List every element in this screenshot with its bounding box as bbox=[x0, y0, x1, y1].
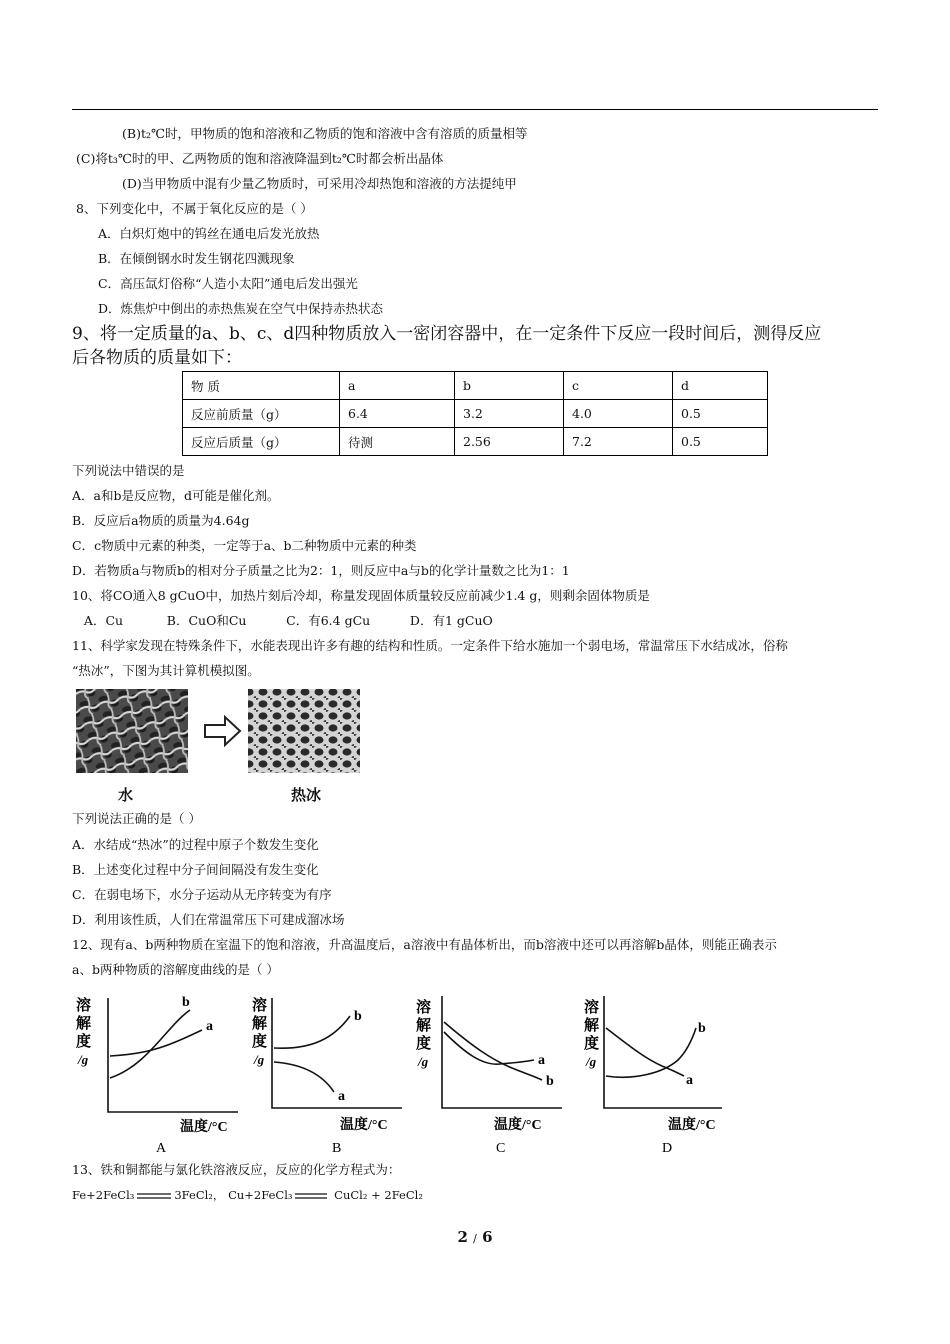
question-11-line2: “热冰”，下图为其计算机模拟图。 bbox=[72, 663, 260, 678]
curve-b bbox=[274, 1016, 350, 1048]
q8-option-d: D．炼焦炉中倒出的赤热焦炭在空气中保持赤热状态 bbox=[98, 301, 384, 316]
q8-option-b: B．在倾倒钢水时发生钢花四溅现象 bbox=[98, 251, 295, 266]
equation-part3: CuCl₂ + 2FeCl₂ bbox=[330, 1188, 423, 1202]
equation-line bbox=[72, 1186, 423, 1204]
question-12-line1: 12、现有a、b两种物质在室温下的饱和溶液，升高温度后，a溶液中有晶体析出，而b溶液中还可以再溶解b晶体，则能正确表示 bbox=[72, 937, 777, 952]
curve-b bbox=[444, 1022, 542, 1080]
q11-option-d: D．利用该性质，人们在常温常压下可建成溜冰场 bbox=[72, 912, 345, 927]
graph-label: B bbox=[332, 1141, 342, 1156]
curve-label-b: b bbox=[698, 1021, 706, 1036]
q11-option-b: B．上述变化过程中分子间间隔没有发生变化 bbox=[72, 862, 319, 877]
q11-option-c: C．在弱电场下，水分子运动从无序转变为有序 bbox=[72, 887, 332, 902]
xlabel: 温度/°C bbox=[180, 1120, 228, 1135]
graph-d bbox=[584, 996, 722, 1156]
water-structure-image bbox=[76, 689, 188, 773]
question-8: 8、下列变化中，不属于氧化反应的是（ ） bbox=[76, 201, 313, 216]
table-row bbox=[183, 372, 768, 400]
q8-option-c: C．高压氙灯俗称“人造小太阳”通电后发出强光 bbox=[98, 276, 358, 291]
table-cell: 0.5 bbox=[673, 428, 768, 456]
equals-sign-icon bbox=[136, 1191, 172, 1201]
question-12-line2: a、b两种物质的溶解度曲线的是（ ） bbox=[72, 962, 279, 977]
question-11-line1: 11、科学家发现在特殊条件下，水能表现出许多有趣的结构和性质。一定条件下给水施加一个弱电场，常温常压下水结成冰，俗称 bbox=[72, 638, 788, 653]
ylabel-char: 解 bbox=[252, 1016, 268, 1032]
q8-option-a: A．白炽灯炮中的钨丝在通电后发光放热 bbox=[98, 226, 320, 241]
q10-options: A．Cu B．CuO和Cu C．有6.4 gCu D．有1 gCuO bbox=[72, 613, 493, 628]
curve-label-a: a bbox=[538, 1053, 545, 1068]
graph-label: C bbox=[496, 1141, 506, 1156]
page-number bbox=[0, 1228, 950, 1246]
table-cell: 3.2 bbox=[455, 400, 564, 428]
table-cell: 反应前质量（g） bbox=[183, 400, 340, 428]
q9-option-b: B．反应后a物质的质量为4.64g bbox=[72, 513, 250, 528]
xlabel: 温度/°C bbox=[494, 1118, 542, 1133]
ylabel-char: 溶 bbox=[584, 1000, 600, 1016]
q11-option-a: A．水结成“热冰”的过程中原子个数发生变化 bbox=[72, 837, 319, 852]
table-cell: 物 质 bbox=[183, 372, 340, 400]
table-cell: 6.4 bbox=[340, 400, 455, 428]
xlabel: 温度/°C bbox=[340, 1118, 388, 1133]
table-cell: 待测 bbox=[340, 428, 455, 456]
table-cell: 0.5 bbox=[673, 400, 768, 428]
table-cell: 反应后质量（g） bbox=[183, 428, 340, 456]
option-c-line: (C)将t₃℃时的甲、乙两物质的饱和溶液降温到t₂℃时都会析出晶体 bbox=[76, 151, 444, 166]
curve-a bbox=[444, 1032, 534, 1064]
ylabel-char: 溶 bbox=[252, 998, 268, 1014]
table-cell: 7.2 bbox=[564, 428, 673, 456]
ylabel-char: 解 bbox=[416, 1018, 432, 1034]
q9-option-a: A．a和b是反应物，d可能是催化剂。 bbox=[72, 488, 280, 503]
ylabel-char: /g bbox=[254, 1052, 265, 1067]
curve-label-b: b bbox=[182, 995, 190, 1010]
solubility-graphs bbox=[72, 988, 742, 1158]
xlabel: 温度/°C bbox=[668, 1118, 716, 1133]
ylabel-char: 溶 bbox=[416, 1000, 432, 1016]
page-current: 2 bbox=[457, 1228, 468, 1246]
ylabel-char: 溶 bbox=[76, 998, 92, 1014]
curve-label-b: b bbox=[546, 1074, 554, 1089]
table-cell: a bbox=[340, 372, 455, 400]
curve-a bbox=[274, 1062, 334, 1092]
ylabel-char: 度 bbox=[584, 1036, 600, 1052]
equation-part2: 3FeCl₂， Cu+2FeCl₃ bbox=[174, 1188, 293, 1202]
ylabel-char: /g bbox=[586, 1054, 597, 1069]
curve-label-a: a bbox=[686, 1073, 693, 1088]
option-b-line: (B)t₂℃时，甲物质的饱和溶液和乙物质的饱和溶液中含有溶质的质量相等 bbox=[122, 126, 528, 141]
equation-part1: Fe+2FeCl₃ bbox=[72, 1188, 135, 1202]
page-total: 6 bbox=[482, 1228, 493, 1246]
option-d-line: (D)当甲物质中混有少量乙物质时，可采用冷却热饱和溶液的方法提纯甲 bbox=[122, 176, 517, 191]
graph-a bbox=[76, 995, 238, 1156]
page-separator: / bbox=[473, 1232, 477, 1245]
q9-option-d: D．若物质a与物质b的相对分子质量之比为2：1，则反应中a与b的化学计量数之比为1：1 bbox=[72, 563, 570, 578]
ylabel-char: 度 bbox=[252, 1034, 268, 1050]
curve-a bbox=[606, 1028, 684, 1076]
ylabel-char: 度 bbox=[76, 1034, 92, 1050]
q9-stem: 下列说法中错误的是 bbox=[72, 463, 185, 478]
table-cell: 2.56 bbox=[455, 428, 564, 456]
graph-c bbox=[416, 996, 562, 1156]
curve-a bbox=[110, 1030, 202, 1056]
hot-ice-structure-image bbox=[248, 689, 360, 773]
hot-ice-label: 热冰 bbox=[291, 786, 322, 804]
right-arrow-icon bbox=[205, 717, 240, 745]
ylabel-char: /g bbox=[418, 1054, 429, 1069]
table-cell: d bbox=[673, 372, 768, 400]
ylabel-char: 解 bbox=[584, 1018, 600, 1034]
q9-option-c: C．c物质中元素的种类，一定等于a、b二种物质中元素的种类 bbox=[72, 538, 417, 553]
table-cell: b bbox=[455, 372, 564, 400]
table-cell: 4.0 bbox=[564, 400, 673, 428]
equals-sign-icon bbox=[294, 1191, 328, 1201]
curve-label-a: a bbox=[338, 1089, 345, 1104]
q11-stem: 下列说法正确的是（ ） bbox=[72, 811, 201, 826]
curve-label-a: a bbox=[206, 1019, 213, 1034]
question-9-line2: 后各物质的质量如下： bbox=[72, 348, 242, 368]
question-9-line1: 9、将一定质量的a、b、c、d四种物质放入一密闭容器中，在一定条件下反应一段时间后，测得反应 bbox=[72, 324, 822, 344]
axes bbox=[604, 996, 722, 1108]
table-cell: c bbox=[564, 372, 673, 400]
ylabel-char: 解 bbox=[76, 1016, 92, 1032]
ylabel-char: 度 bbox=[416, 1036, 432, 1052]
axes bbox=[272, 998, 402, 1108]
ylabel-char: /g bbox=[78, 1052, 89, 1067]
graph-label: D bbox=[662, 1141, 673, 1156]
graph-b bbox=[252, 996, 402, 1156]
header-rule bbox=[72, 109, 878, 110]
graph-label: A bbox=[156, 1141, 167, 1156]
mass-table bbox=[182, 371, 768, 456]
curve-b bbox=[606, 1028, 696, 1077]
question-10: 10、将CO通入8 gCuO中，加热片刻后冷却，称量发现固体质量较反应前减少1.4 g，则剩余固体物质是 bbox=[72, 588, 650, 603]
curve-b bbox=[110, 1010, 190, 1078]
axes bbox=[442, 996, 562, 1108]
table-row bbox=[183, 428, 768, 456]
curve-label-b: b bbox=[354, 1009, 362, 1024]
table-row bbox=[183, 400, 768, 428]
water-label: 水 bbox=[118, 786, 134, 804]
question-13: 13、铁和铜都能与氯化铁溶液反应，反应的化学方程式为： bbox=[72, 1162, 401, 1177]
